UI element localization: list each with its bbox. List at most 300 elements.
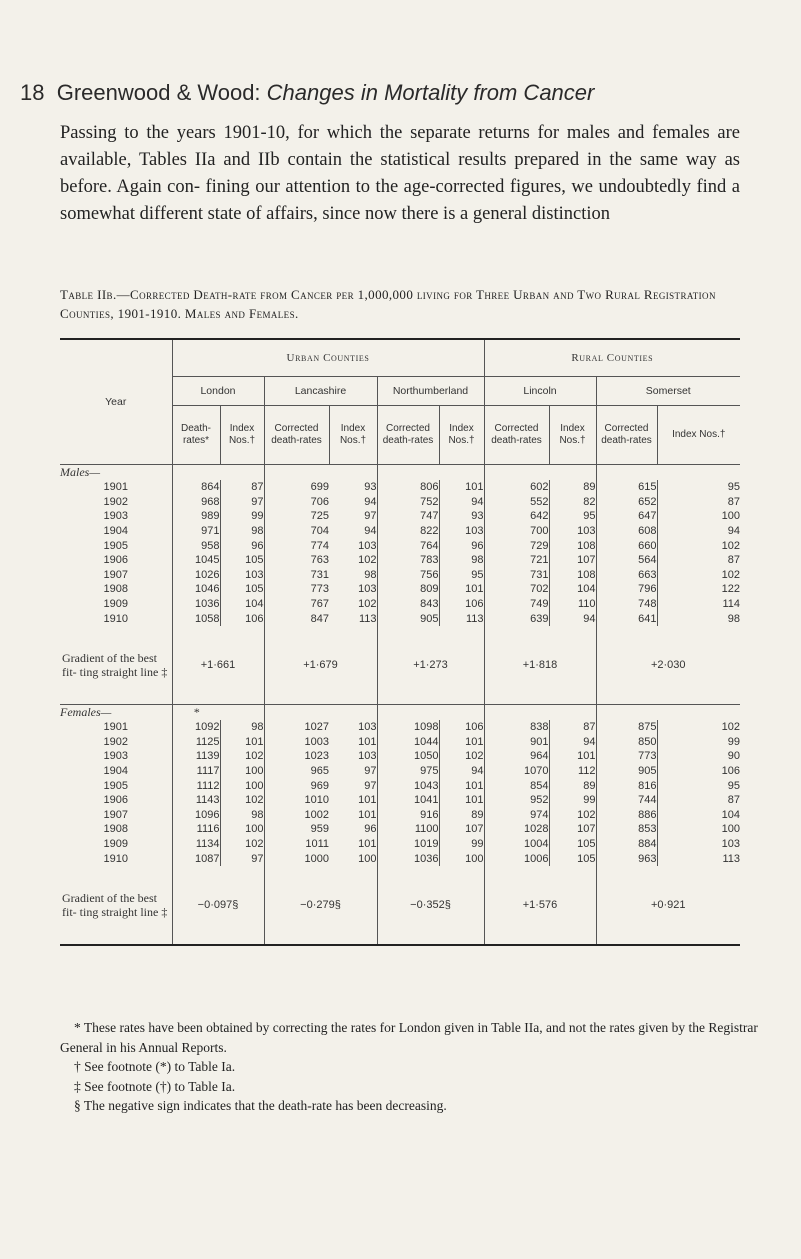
rate-cell: 756 bbox=[377, 568, 439, 583]
index-cell: 99 bbox=[220, 509, 264, 524]
year-cell: 1908 bbox=[103, 583, 128, 596]
rate-cell: 1087 bbox=[172, 851, 220, 866]
rate-cell: 1002 bbox=[264, 808, 329, 823]
rate-cell: 721 bbox=[484, 553, 549, 568]
index-cell: 104 bbox=[657, 808, 740, 823]
rate-cell: 764 bbox=[377, 538, 439, 553]
rate-cell: 1019 bbox=[377, 837, 439, 852]
index-cell: 100 bbox=[657, 822, 740, 837]
index-cell: 98 bbox=[220, 808, 264, 823]
rate-cell: 886 bbox=[596, 808, 657, 823]
rate-cell: 747 bbox=[377, 509, 439, 524]
spacer-cell bbox=[596, 465, 657, 481]
rate-cell: 989 bbox=[172, 509, 220, 524]
rate-cell: 1112 bbox=[172, 778, 220, 793]
rate-cell: 974 bbox=[484, 808, 549, 823]
index-cell: 106 bbox=[439, 597, 484, 612]
index-cell: 89 bbox=[439, 808, 484, 823]
index-cell: 96 bbox=[364, 823, 377, 836]
index-cell: 103 bbox=[358, 721, 377, 734]
index-cell: 99 bbox=[549, 793, 596, 808]
index-cell: 97 bbox=[220, 495, 264, 510]
index-cell: 101 bbox=[358, 837, 377, 850]
index-cell: 101 bbox=[549, 749, 596, 764]
index-cell: 103 bbox=[358, 750, 377, 763]
rate-cell: 965 bbox=[264, 764, 329, 779]
table-row bbox=[60, 582, 740, 597]
rate-cell: 706 bbox=[264, 495, 329, 510]
rate-cell: 901 bbox=[484, 735, 549, 750]
index-cell: 100 bbox=[220, 822, 264, 837]
table-row bbox=[60, 837, 740, 852]
year-cell: 1910 bbox=[103, 612, 128, 625]
spacer-cell bbox=[377, 465, 439, 481]
year-cell: 1901 bbox=[103, 721, 128, 734]
rate-cell: 773 bbox=[596, 749, 657, 764]
index-cell: 103 bbox=[657, 837, 740, 852]
rate-cell: 1050 bbox=[377, 749, 439, 764]
year-cell: 1904 bbox=[103, 765, 128, 778]
spacer-cell bbox=[172, 465, 220, 481]
rate-cell: 783 bbox=[377, 553, 439, 568]
index-cell: 101 bbox=[439, 778, 484, 793]
table-row bbox=[60, 749, 740, 764]
females-section-label: Females— bbox=[60, 704, 112, 719]
area-header-lincoln: Lincoln bbox=[484, 377, 596, 406]
index-cell: 94 bbox=[364, 525, 377, 538]
index-cell: 94 bbox=[549, 735, 596, 750]
rate-cell: 729 bbox=[484, 538, 549, 553]
rate-cell: 968 bbox=[172, 495, 220, 510]
rate-cell: 1134 bbox=[172, 837, 220, 852]
index-cell: 102 bbox=[358, 554, 377, 567]
year-cell: 1906 bbox=[103, 554, 128, 567]
index-cell: 87 bbox=[657, 495, 740, 510]
spacer-cell bbox=[439, 465, 484, 481]
year-cell: 1906 bbox=[103, 794, 128, 807]
rate-cell: 916 bbox=[377, 808, 439, 823]
rate-cell: 964 bbox=[484, 749, 549, 764]
index-cell: 89 bbox=[549, 480, 596, 495]
index-cell: 103 bbox=[358, 539, 377, 552]
rate-cell: 822 bbox=[377, 524, 439, 539]
index-cell: 94 bbox=[439, 495, 484, 510]
index-cell: 101 bbox=[439, 480, 484, 495]
spacer-cell bbox=[377, 704, 439, 720]
rate-cell: 702 bbox=[484, 582, 549, 597]
running-head bbox=[20, 80, 780, 106]
rates-subheader: Corrected death-rates bbox=[484, 406, 549, 465]
index-cell: 87 bbox=[220, 480, 264, 495]
year-cell: 1904 bbox=[103, 525, 128, 538]
gradient-label: Gradient of the best fit- ting straight line ‡ bbox=[60, 866, 172, 945]
rate-cell: 767 bbox=[264, 597, 329, 612]
males-gradient-london: +1·661 bbox=[172, 626, 264, 705]
area-header-london: London bbox=[172, 377, 264, 406]
rate-cell: 847 bbox=[264, 611, 329, 626]
rate-cell: 731 bbox=[484, 568, 549, 583]
index-subheader: Index Nos.† bbox=[657, 406, 740, 465]
index-cell: 87 bbox=[657, 553, 740, 568]
males-gradient-somerset: +2·030 bbox=[596, 626, 740, 705]
urban-counties-header: Urban Counties bbox=[172, 339, 484, 377]
males-gradient-lancashire: +1·679 bbox=[264, 626, 377, 705]
table-row bbox=[60, 851, 740, 866]
index-cell: 105 bbox=[549, 837, 596, 852]
rate-cell: 749 bbox=[484, 597, 549, 612]
index-cell: 101 bbox=[358, 735, 377, 748]
rate-cell: 752 bbox=[377, 495, 439, 510]
males-section-label: Males— bbox=[60, 465, 100, 479]
index-cell: 112 bbox=[549, 764, 596, 779]
index-cell: 104 bbox=[220, 597, 264, 612]
males-gradient-lincoln: +1·818 bbox=[484, 626, 596, 705]
rate-cell: 1036 bbox=[377, 851, 439, 866]
index-cell: 99 bbox=[657, 735, 740, 750]
rate-cell: 763 bbox=[264, 553, 329, 568]
females-gradient-northumberland: −0·352§ bbox=[377, 866, 484, 945]
index-cell: 87 bbox=[549, 720, 596, 735]
rates-subheader: Corrected death-rates bbox=[377, 406, 439, 465]
rate-cell: 652 bbox=[596, 495, 657, 510]
year-cell: 1905 bbox=[103, 539, 128, 552]
index-cell: 95 bbox=[657, 778, 740, 793]
year-cell: 1910 bbox=[103, 852, 128, 865]
index-cell: 104 bbox=[549, 582, 596, 597]
rate-cell: 1004 bbox=[484, 837, 549, 852]
index-cell: 101 bbox=[439, 793, 484, 808]
rate-cell: 809 bbox=[377, 582, 439, 597]
index-cell: 93 bbox=[364, 481, 377, 494]
index-cell: 94 bbox=[657, 524, 740, 539]
spacer-cell bbox=[439, 704, 484, 720]
rate-cell: 843 bbox=[377, 597, 439, 612]
index-cell: 96 bbox=[220, 538, 264, 553]
rate-cell: 853 bbox=[596, 822, 657, 837]
spacer-cell bbox=[264, 704, 329, 720]
index-cell: 106 bbox=[439, 720, 484, 735]
index-cell: 100 bbox=[439, 851, 484, 866]
index-cell: 101 bbox=[439, 582, 484, 597]
spacer-cell bbox=[549, 704, 596, 720]
rate-cell: 1139 bbox=[172, 749, 220, 764]
index-cell: 101 bbox=[358, 794, 377, 807]
spacer-cell bbox=[549, 465, 596, 481]
rate-cell: 1043 bbox=[377, 778, 439, 793]
females-gradient-lincoln: +1·576 bbox=[484, 866, 596, 945]
index-cell: 95 bbox=[657, 480, 740, 495]
year-header: Year bbox=[60, 339, 172, 465]
rate-cell: 875 bbox=[596, 720, 657, 735]
index-cell: 102 bbox=[220, 749, 264, 764]
rate-cell: 1000 bbox=[264, 851, 329, 866]
table-row bbox=[60, 720, 740, 735]
rates-subheader: Corrected death-rates bbox=[596, 406, 657, 465]
rate-cell: 952 bbox=[484, 793, 549, 808]
rural-counties-header: Rural Counties bbox=[484, 339, 740, 377]
spacer-cell bbox=[264, 465, 329, 481]
footnote-double-dagger: ‡ See footnote (†) to Table Ia. bbox=[74, 1078, 236, 1094]
females-gradient-london: −0·097§ bbox=[172, 866, 264, 945]
index-cell: 107 bbox=[549, 553, 596, 568]
rates-subheader: Corrected death-rates bbox=[264, 406, 329, 465]
index-cell: 102 bbox=[358, 598, 377, 611]
index-cell: 110 bbox=[549, 597, 596, 612]
index-cell: 107 bbox=[439, 822, 484, 837]
table-row bbox=[60, 793, 740, 808]
index-cell: 94 bbox=[364, 495, 377, 508]
index-cell: 95 bbox=[549, 509, 596, 524]
index-cell: 96 bbox=[439, 538, 484, 553]
year-cell: 1902 bbox=[103, 495, 128, 508]
footnotes bbox=[60, 1018, 760, 1116]
rate-cell: 958 bbox=[172, 538, 220, 553]
rate-cell: 1117 bbox=[172, 764, 220, 779]
area-header-lancashire: Lancashire bbox=[264, 377, 377, 406]
spacer-cell bbox=[220, 704, 264, 720]
rate-cell: 1041 bbox=[377, 793, 439, 808]
index-cell: 102 bbox=[657, 538, 740, 553]
table-row bbox=[60, 764, 740, 779]
spacer-cell bbox=[596, 704, 657, 720]
index-cell: 101 bbox=[439, 735, 484, 750]
rate-cell: 1098 bbox=[377, 720, 439, 735]
rate-cell: 963 bbox=[596, 851, 657, 866]
index-cell: 100 bbox=[657, 509, 740, 524]
index-cell: 94 bbox=[439, 764, 484, 779]
rate-cell: 1070 bbox=[484, 764, 549, 779]
index-cell: 82 bbox=[549, 495, 596, 510]
index-cell: 103 bbox=[358, 583, 377, 596]
table-row bbox=[60, 524, 740, 539]
table-row bbox=[60, 597, 740, 612]
males-gradient-northumberland: +1·273 bbox=[377, 626, 484, 705]
index-cell: 95 bbox=[439, 568, 484, 583]
index-subheader: Index Nos.† bbox=[220, 406, 264, 465]
rate-cell: 1092 bbox=[172, 720, 220, 735]
index-cell: 98 bbox=[657, 611, 740, 626]
rate-cell: 602 bbox=[484, 480, 549, 495]
intro-paragraph: Passing to the years 1901-10, for which the separate returns for males and females are available, Tables IIa and IIb contain the statistical results prepared in the same way as before. Again con- fining our attention to the age-corrected figures, we undoubtedly find a somewhat different state of affairs, since now there is a general distinction bbox=[60, 123, 740, 224]
index-cell: 105 bbox=[549, 851, 596, 866]
index-cell: 94 bbox=[549, 611, 596, 626]
spacer-cell bbox=[484, 465, 549, 481]
rate-cell: 1096 bbox=[172, 808, 220, 823]
rate-cell: 838 bbox=[484, 720, 549, 735]
year-cell: 1908 bbox=[103, 823, 128, 836]
rate-cell: 774 bbox=[264, 538, 329, 553]
year-cell: 1909 bbox=[103, 598, 128, 611]
index-cell: 113 bbox=[439, 611, 484, 626]
index-cell: 97 bbox=[364, 779, 377, 792]
year-cell: 1907 bbox=[103, 568, 128, 581]
index-cell: 113 bbox=[657, 851, 740, 866]
year-cell: 1907 bbox=[103, 808, 128, 821]
index-cell: 99 bbox=[439, 837, 484, 852]
spacer-cell bbox=[657, 704, 740, 720]
table-row bbox=[60, 822, 740, 837]
index-cell: 101 bbox=[220, 735, 264, 750]
index-cell: 97 bbox=[364, 765, 377, 778]
rate-cell: 884 bbox=[596, 837, 657, 852]
rate-cell: 773 bbox=[264, 582, 329, 597]
rate-cell: 663 bbox=[596, 568, 657, 583]
index-cell: 113 bbox=[358, 612, 377, 625]
page-number: 18 bbox=[20, 80, 45, 105]
table-row bbox=[60, 495, 740, 510]
rate-cell: 969 bbox=[264, 778, 329, 793]
table-row bbox=[60, 538, 740, 553]
rate-cell: 864 bbox=[172, 480, 220, 495]
area-header-somerset: Somerset bbox=[596, 377, 740, 406]
rate-cell: 1010 bbox=[264, 793, 329, 808]
females-gradient-lancashire: −0·279§ bbox=[264, 866, 377, 945]
index-cell: 102 bbox=[549, 808, 596, 823]
rate-cell: 1026 bbox=[172, 568, 220, 583]
spacer-cell bbox=[657, 465, 740, 481]
table-row bbox=[60, 778, 740, 793]
females-gradient-somerset: +0·921 bbox=[596, 866, 740, 945]
rate-cell: 1044 bbox=[377, 735, 439, 750]
rate-cell: 1027 bbox=[264, 720, 329, 735]
table-row bbox=[60, 611, 740, 626]
table-row bbox=[60, 808, 740, 823]
index-cell: 100 bbox=[358, 852, 377, 865]
table-row bbox=[60, 735, 740, 750]
rate-cell: 796 bbox=[596, 582, 657, 597]
rate-cell: 608 bbox=[596, 524, 657, 539]
rate-cell: 1045 bbox=[172, 553, 220, 568]
running-head-title: Changes in Mortality from Cancer bbox=[266, 80, 595, 105]
gradient-label: Gradient of the best fit- ting straight line ‡ bbox=[60, 626, 172, 705]
rate-cell: 725 bbox=[264, 509, 329, 524]
rate-cell: 552 bbox=[484, 495, 549, 510]
index-cell: 108 bbox=[549, 538, 596, 553]
index-cell: 98 bbox=[220, 524, 264, 539]
rate-cell: 1028 bbox=[484, 822, 549, 837]
rate-cell: 1100 bbox=[377, 822, 439, 837]
rate-cell: 642 bbox=[484, 509, 549, 524]
index-cell: 105 bbox=[220, 582, 264, 597]
rate-cell: 1036 bbox=[172, 597, 220, 612]
rate-cell: 748 bbox=[596, 597, 657, 612]
index-subheader: Index Nos.† bbox=[329, 406, 377, 465]
rate-cell: 905 bbox=[377, 611, 439, 626]
footnote-asterisk: * These rates have been obtained by correcting the rates for London given in Table IIa, and not the rates given by the Registrar General in his Annual Reports. bbox=[60, 1020, 758, 1055]
table-row bbox=[60, 480, 740, 495]
table-row bbox=[60, 553, 740, 568]
index-cell: 106 bbox=[657, 764, 740, 779]
rate-cell: 564 bbox=[596, 553, 657, 568]
index-cell: 103 bbox=[439, 524, 484, 539]
index-subheader: Index Nos.† bbox=[549, 406, 596, 465]
rate-cell: 1006 bbox=[484, 851, 549, 866]
rate-cell: 850 bbox=[596, 735, 657, 750]
index-cell: 103 bbox=[220, 568, 264, 583]
rate-cell: 1011 bbox=[264, 837, 329, 852]
table-caption: Table IIb.—Corrected Death-rate from Cancer per 1,000,000 living for Three Urban and Two Rural Registration Counties, 1901-1910. Males and Females. bbox=[60, 287, 716, 321]
index-cell: 87 bbox=[657, 793, 740, 808]
index-cell: 102 bbox=[657, 720, 740, 735]
index-cell: 102 bbox=[220, 837, 264, 852]
index-cell: 107 bbox=[549, 822, 596, 837]
index-cell: 90 bbox=[657, 749, 740, 764]
index-cell: 108 bbox=[549, 568, 596, 583]
spacer-cell bbox=[220, 465, 264, 481]
index-cell: 98 bbox=[439, 553, 484, 568]
rate-cell: 816 bbox=[596, 778, 657, 793]
area-header-northumberland: Northumberland bbox=[377, 377, 484, 406]
year-cell: 1903 bbox=[103, 750, 128, 763]
index-cell: 114 bbox=[657, 597, 740, 612]
rate-cell: 806 bbox=[377, 480, 439, 495]
index-cell: 105 bbox=[220, 553, 264, 568]
rate-cell: 699 bbox=[264, 480, 329, 495]
rate-cell: 1143 bbox=[172, 793, 220, 808]
rate-cell: 660 bbox=[596, 538, 657, 553]
index-cell: 103 bbox=[549, 524, 596, 539]
year-cell: 1909 bbox=[103, 837, 128, 850]
index-cell: 100 bbox=[220, 764, 264, 779]
index-cell: 98 bbox=[364, 568, 377, 581]
rate-cell: 1058 bbox=[172, 611, 220, 626]
rate-cell: 971 bbox=[172, 524, 220, 539]
rate-cell: 1046 bbox=[172, 582, 220, 597]
rate-cell: 641 bbox=[596, 611, 657, 626]
rate-cell: 975 bbox=[377, 764, 439, 779]
index-cell: 100 bbox=[220, 778, 264, 793]
year-cell: 1902 bbox=[103, 735, 128, 748]
rate-cell: 744 bbox=[596, 793, 657, 808]
rate-cell: 700 bbox=[484, 524, 549, 539]
rate-cell: 1003 bbox=[264, 735, 329, 750]
index-cell: 102 bbox=[439, 749, 484, 764]
footnote-dagger: † See footnote (*) to Table Ia. bbox=[74, 1059, 236, 1074]
index-cell: 97 bbox=[364, 510, 377, 523]
year-cell: 1905 bbox=[103, 779, 128, 792]
rate-cell: 854 bbox=[484, 778, 549, 793]
year-cell: 1903 bbox=[103, 510, 128, 523]
index-cell: 89 bbox=[549, 778, 596, 793]
rates-subheader: Death-rates* bbox=[172, 406, 220, 465]
spacer-cell bbox=[329, 704, 377, 720]
rate-cell: 639 bbox=[484, 611, 549, 626]
rate-cell: 731 bbox=[264, 568, 329, 583]
spacer-cell bbox=[329, 465, 377, 481]
rate-cell: 905 bbox=[596, 764, 657, 779]
data-table bbox=[60, 338, 740, 946]
table-row bbox=[60, 568, 740, 583]
index-subheader: Index Nos.† bbox=[439, 406, 484, 465]
year-cell: 1901 bbox=[103, 481, 128, 494]
spacer-cell bbox=[484, 704, 549, 720]
rate-cell: 704 bbox=[264, 524, 329, 539]
rate-cell: 1125 bbox=[172, 735, 220, 750]
footnote-section: § The negative sign indicates that the death-rate has been decreasing. bbox=[74, 1098, 447, 1113]
index-cell: 93 bbox=[439, 509, 484, 524]
rate-cell: 959 bbox=[264, 822, 329, 837]
index-cell: 102 bbox=[657, 568, 740, 583]
index-cell: 102 bbox=[220, 793, 264, 808]
rate-cell: 1116 bbox=[172, 822, 220, 837]
index-cell: 101 bbox=[358, 808, 377, 821]
table-row bbox=[60, 509, 740, 524]
index-cell: 98 bbox=[220, 720, 264, 735]
running-head-authors: Greenwood & Wood: bbox=[56, 80, 261, 105]
index-cell: 122 bbox=[657, 582, 740, 597]
footnote-star-mark: * bbox=[172, 704, 220, 720]
rate-cell: 647 bbox=[596, 509, 657, 524]
